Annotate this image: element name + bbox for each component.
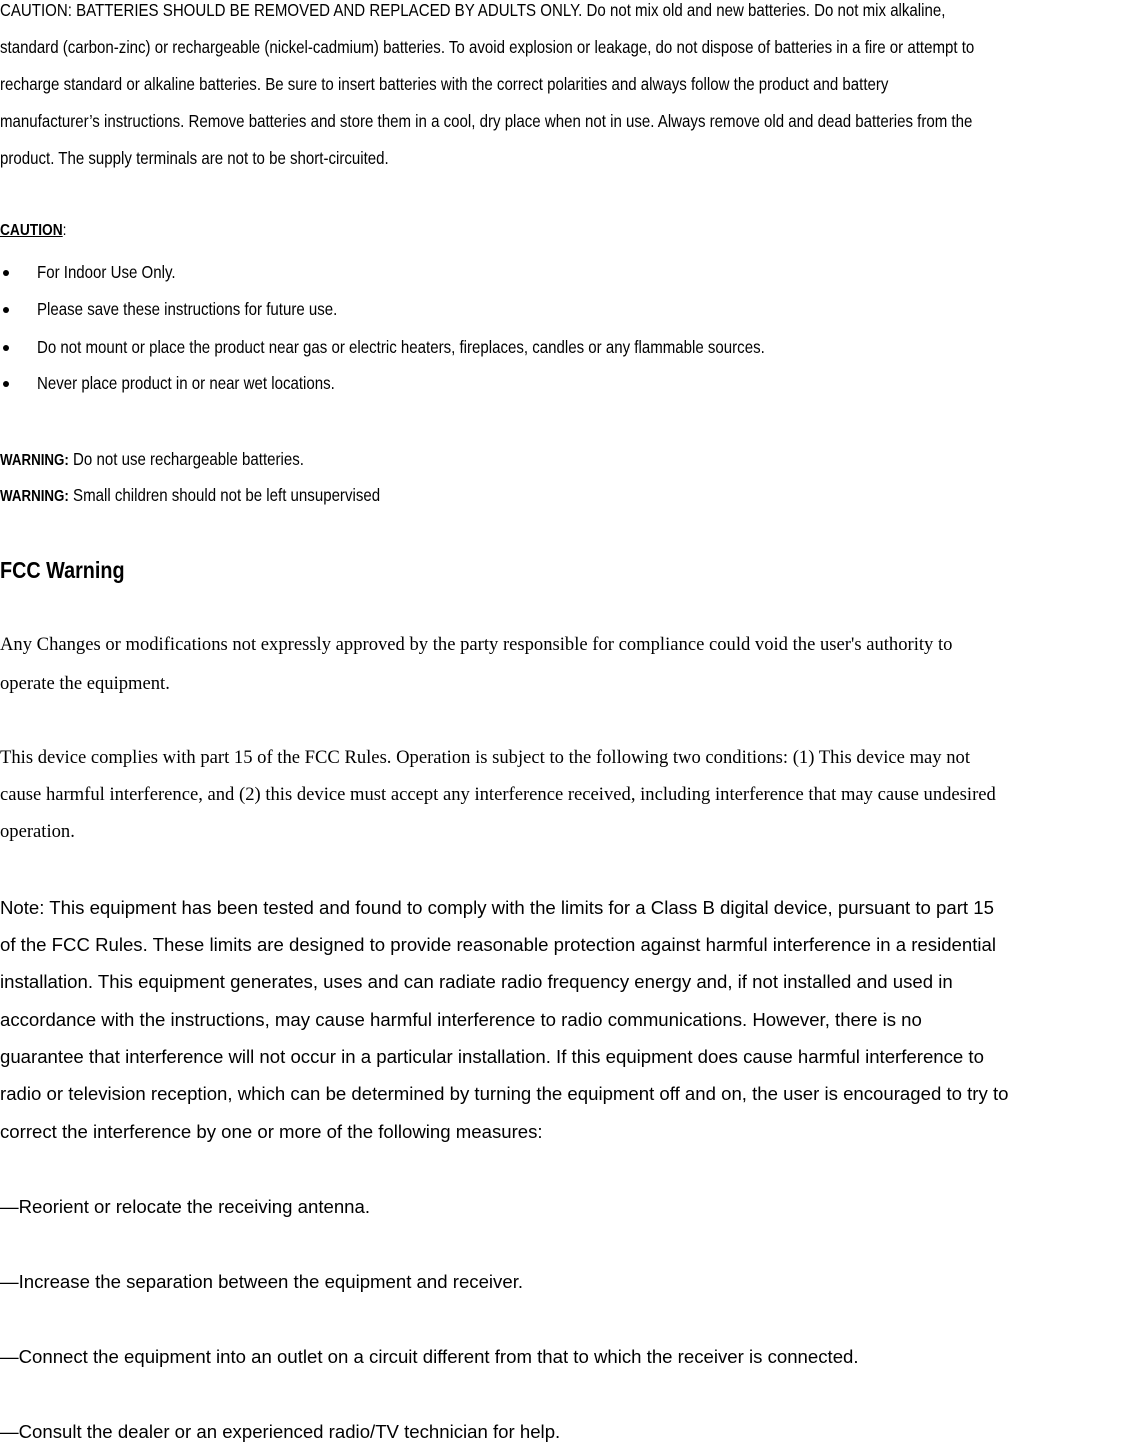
paragraph-line: installation. This equipment generates, uses and can radiate radio frequency energy and, if not installed and used in	[0, 971, 953, 992]
warning-text: Small children should not be left unsupervised	[68, 485, 381, 505]
list-item: —Reorient or relocate the receiving antenna.	[0, 1196, 371, 1217]
warning-label: WARNING:	[0, 488, 69, 505]
paragraph-line: radio or television reception, which can be determined by turning the equipment off and on, the user is encouraged to try to	[0, 1083, 1009, 1104]
paragraph-line: correct the interference by one or more of the following measures:	[0, 1121, 543, 1142]
paragraph-line: accordance with the instructions, may cause harmful interference to radio communications. However, there is no	[0, 1009, 922, 1030]
battery-caution-line: manufacturer’s instructions. Remove batteries and store them in a cool, dry place when not in use. Always remove old and dead batteries from the	[0, 111, 973, 131]
paragraph-line: operate the equipment.	[0, 673, 170, 694]
fcc-warning-title: FCC Warning	[0, 557, 125, 583]
warning-line	[0, 485, 380, 506]
paragraph-line: This device complies with part 15 of the FCC Rules. Operation is subject to the following two conditions: (1) This device may not	[0, 747, 970, 768]
paragraph-line: guarantee that interference will not occur in a particular installation. If this equipment does cause harmful interference to	[0, 1046, 984, 1067]
bullet-icon	[3, 307, 9, 313]
battery-caution-line: product. The supply terminals are not to be short-circuited.	[0, 148, 389, 168]
bullet-text: Please save these instructions for future use.	[37, 299, 338, 319]
caution-heading	[0, 222, 67, 240]
list-item: —Consult the dealer or an experienced radio/TV technician for help.	[0, 1421, 561, 1442]
bullet-icon	[3, 345, 9, 351]
warning-line	[0, 449, 304, 470]
bullet-icon	[3, 270, 9, 276]
bullet-text: For Indoor Use Only.	[37, 262, 176, 282]
bullet-text: Never place product in or near wet locations.	[37, 373, 335, 393]
paragraph-line: cause harmful interference, and (2) this device must accept any interference received, including interference that may cause undesired	[0, 784, 996, 805]
paragraph-line: operation.	[0, 821, 75, 842]
battery-caution-line: standard (carbon-zinc) or rechargeable (nickel-cadmium) batteries. To avoid explosion or leakage, do not dispose of batteries in a fire or attempt to	[0, 37, 975, 57]
paragraph-line: of the FCC Rules. These limits are designed to provide reasonable protection against harmful interference in a residential	[0, 934, 996, 955]
battery-caution-line: CAUTION: BATTERIES SHOULD BE REMOVED AND REPLACED BY ADULTS ONLY. Do not mix old and new batteries. Do not mix alkaline,	[0, 0, 946, 20]
caution-heading-label: CAUTION	[0, 222, 63, 239]
caution-heading-colon: :	[62, 222, 67, 239]
bullet-text: Do not mount or place the product near gas or electric heaters, fireplaces, candles or any flammable sources.	[37, 337, 765, 357]
warning-text: Do not use rechargeable batteries.	[68, 449, 304, 469]
bullet-icon	[3, 381, 9, 387]
list-item: —Connect the equipment into an outlet on a circuit different from that to which the receiver is connected.	[0, 1346, 859, 1367]
warning-label: WARNING:	[0, 452, 69, 469]
battery-caution-line: recharge standard or alkaline batteries. Be sure to insert batteries with the correct polarities and always follow the product and battery	[0, 74, 889, 94]
paragraph-line: Note: This equipment has been tested and found to comply with the limits for a Class B digital device, pursuant to part 15	[0, 897, 994, 918]
list-item: —Increase the separation between the equipment and receiver.	[0, 1271, 524, 1292]
paragraph-line: Any Changes or modifications not expressly approved by the party responsible for compliance could void the user's authority to	[0, 634, 953, 655]
